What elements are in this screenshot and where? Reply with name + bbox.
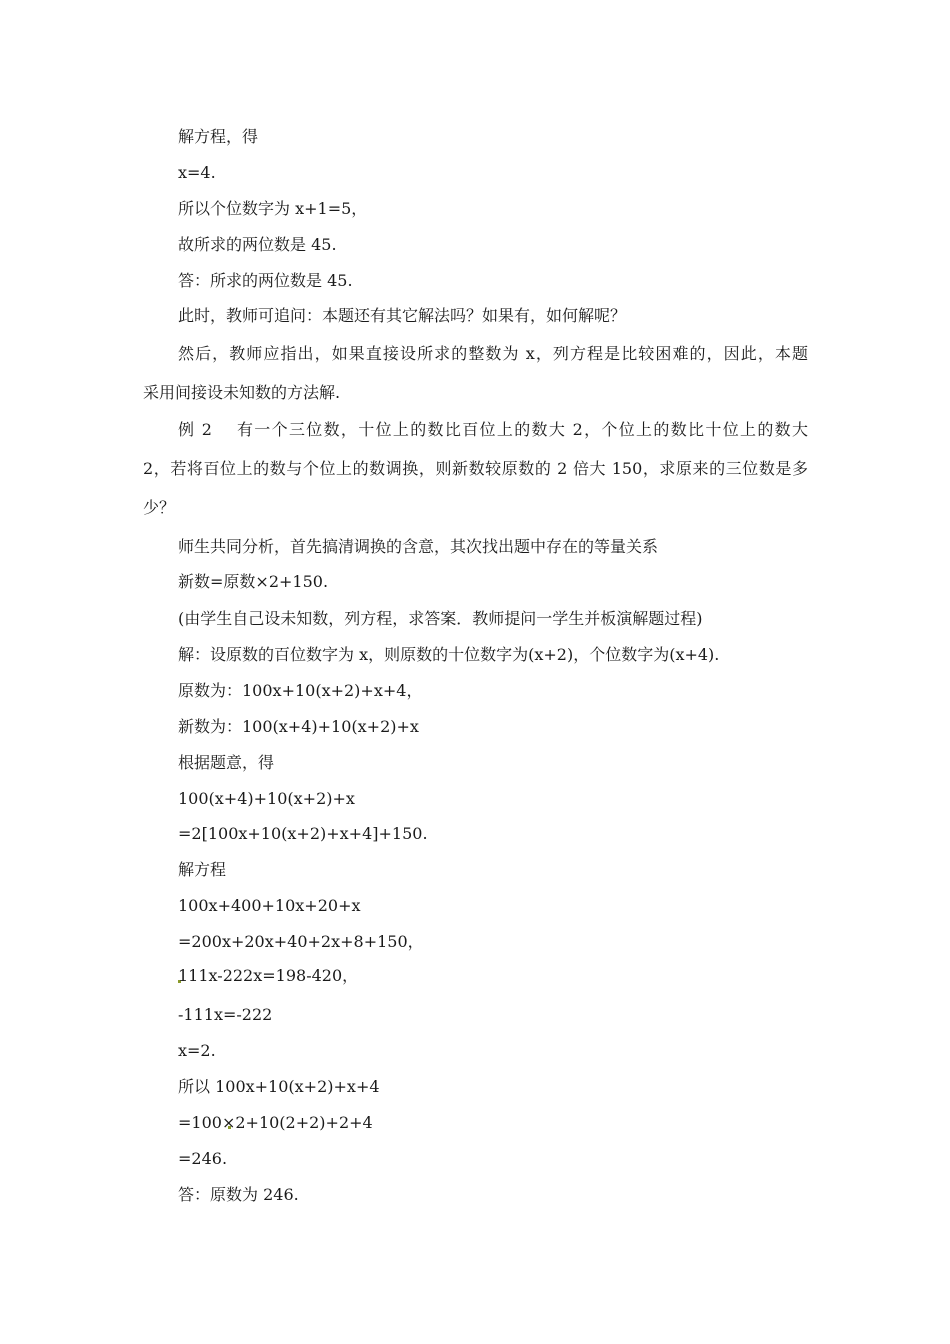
text-line-units-digit: 所以个位数字为 x+1=5， bbox=[178, 199, 368, 218]
text-line-new-number: 新数为：100(x+4)+10(x+2)+x bbox=[178, 717, 419, 736]
text-line-equal-relation: 新数=原数×2+150. bbox=[178, 572, 329, 591]
text-line-equation-left: 100(x+4)+10(x+2)+x bbox=[178, 789, 355, 808]
text-line-solution-setup: 解：设原数的百位数字为 x，则原数的十位数字为(x+2)，个位数字为(x+4). bbox=[178, 645, 720, 664]
text-line-answer-2: 答：原数为 246. bbox=[178, 1185, 299, 1204]
text-line-solve: 解方程 bbox=[178, 860, 227, 879]
text-line-combine: 111x-222x=198-420， bbox=[178, 966, 359, 985]
text-line-expand-right: =200x+20x+40+2x+8+150， bbox=[178, 932, 424, 951]
text-line-x-equals-4: x=4. bbox=[178, 163, 216, 182]
text-line-so: 所以 100x+10(x+2)+x+4 bbox=[178, 1077, 380, 1096]
text-line-teacher-question: 此时，教师可追问：本题还有其它解法吗？如果有，如何解呢？ bbox=[178, 306, 627, 325]
text-line-analysis: 师生共同分析，首先搞清调换的含意，其次找出题中存在的等量关系 bbox=[178, 537, 659, 556]
text-line-by-problem: 根据题意，得 bbox=[178, 753, 275, 772]
paragraph-example-2 bbox=[143, 420, 808, 518]
paragraph-line: 然后，教师应指出，如果直接设所求的整数为 x，列方程是比较困难的，因此，本题 bbox=[178, 344, 808, 363]
text-line-x-equals-2: x=2. bbox=[178, 1041, 216, 1060]
paragraph-line: 2，若将百位上的数与个位上的数调换，则新数较原数的 2 倍大 150，求原来的三位数是多 bbox=[143, 459, 808, 478]
paragraph-line: 少？ bbox=[143, 498, 176, 517]
text-line-answer-1: 答：所求的两位数是 45. bbox=[178, 271, 353, 290]
text-line-equation-right: =2[100x+10(x+2)+x+4]+150. bbox=[178, 824, 428, 843]
text-line-instruction: (由学生自己设未知数，列方程，求答案．教师提问一学生并板演解题过程) bbox=[178, 609, 703, 628]
paragraph-line: 采用间接设未知数的方法解. bbox=[143, 383, 341, 402]
text-line-simplify: -111x=-222 bbox=[178, 1005, 273, 1024]
paragraph-teacher-note bbox=[143, 344, 808, 403]
text-line-substitute: =100×2+10(2+2)+2+4 bbox=[178, 1113, 373, 1132]
text-line-246: =246. bbox=[178, 1149, 228, 1168]
paragraph-line: 例 2 有一个三位数，十位上的数比百位上的数大 2，个位上的数比十位上的数大 bbox=[178, 420, 808, 439]
text-line-solve-equation: 解方程，得 bbox=[178, 127, 259, 146]
text-line-expand-left: 100x+400+10x+20+x bbox=[178, 896, 361, 915]
text-line-original-number: 原数为：100x+10(x+2)+x+4， bbox=[178, 681, 423, 700]
text-line-result: 故所求的两位数是 45. bbox=[178, 235, 337, 254]
